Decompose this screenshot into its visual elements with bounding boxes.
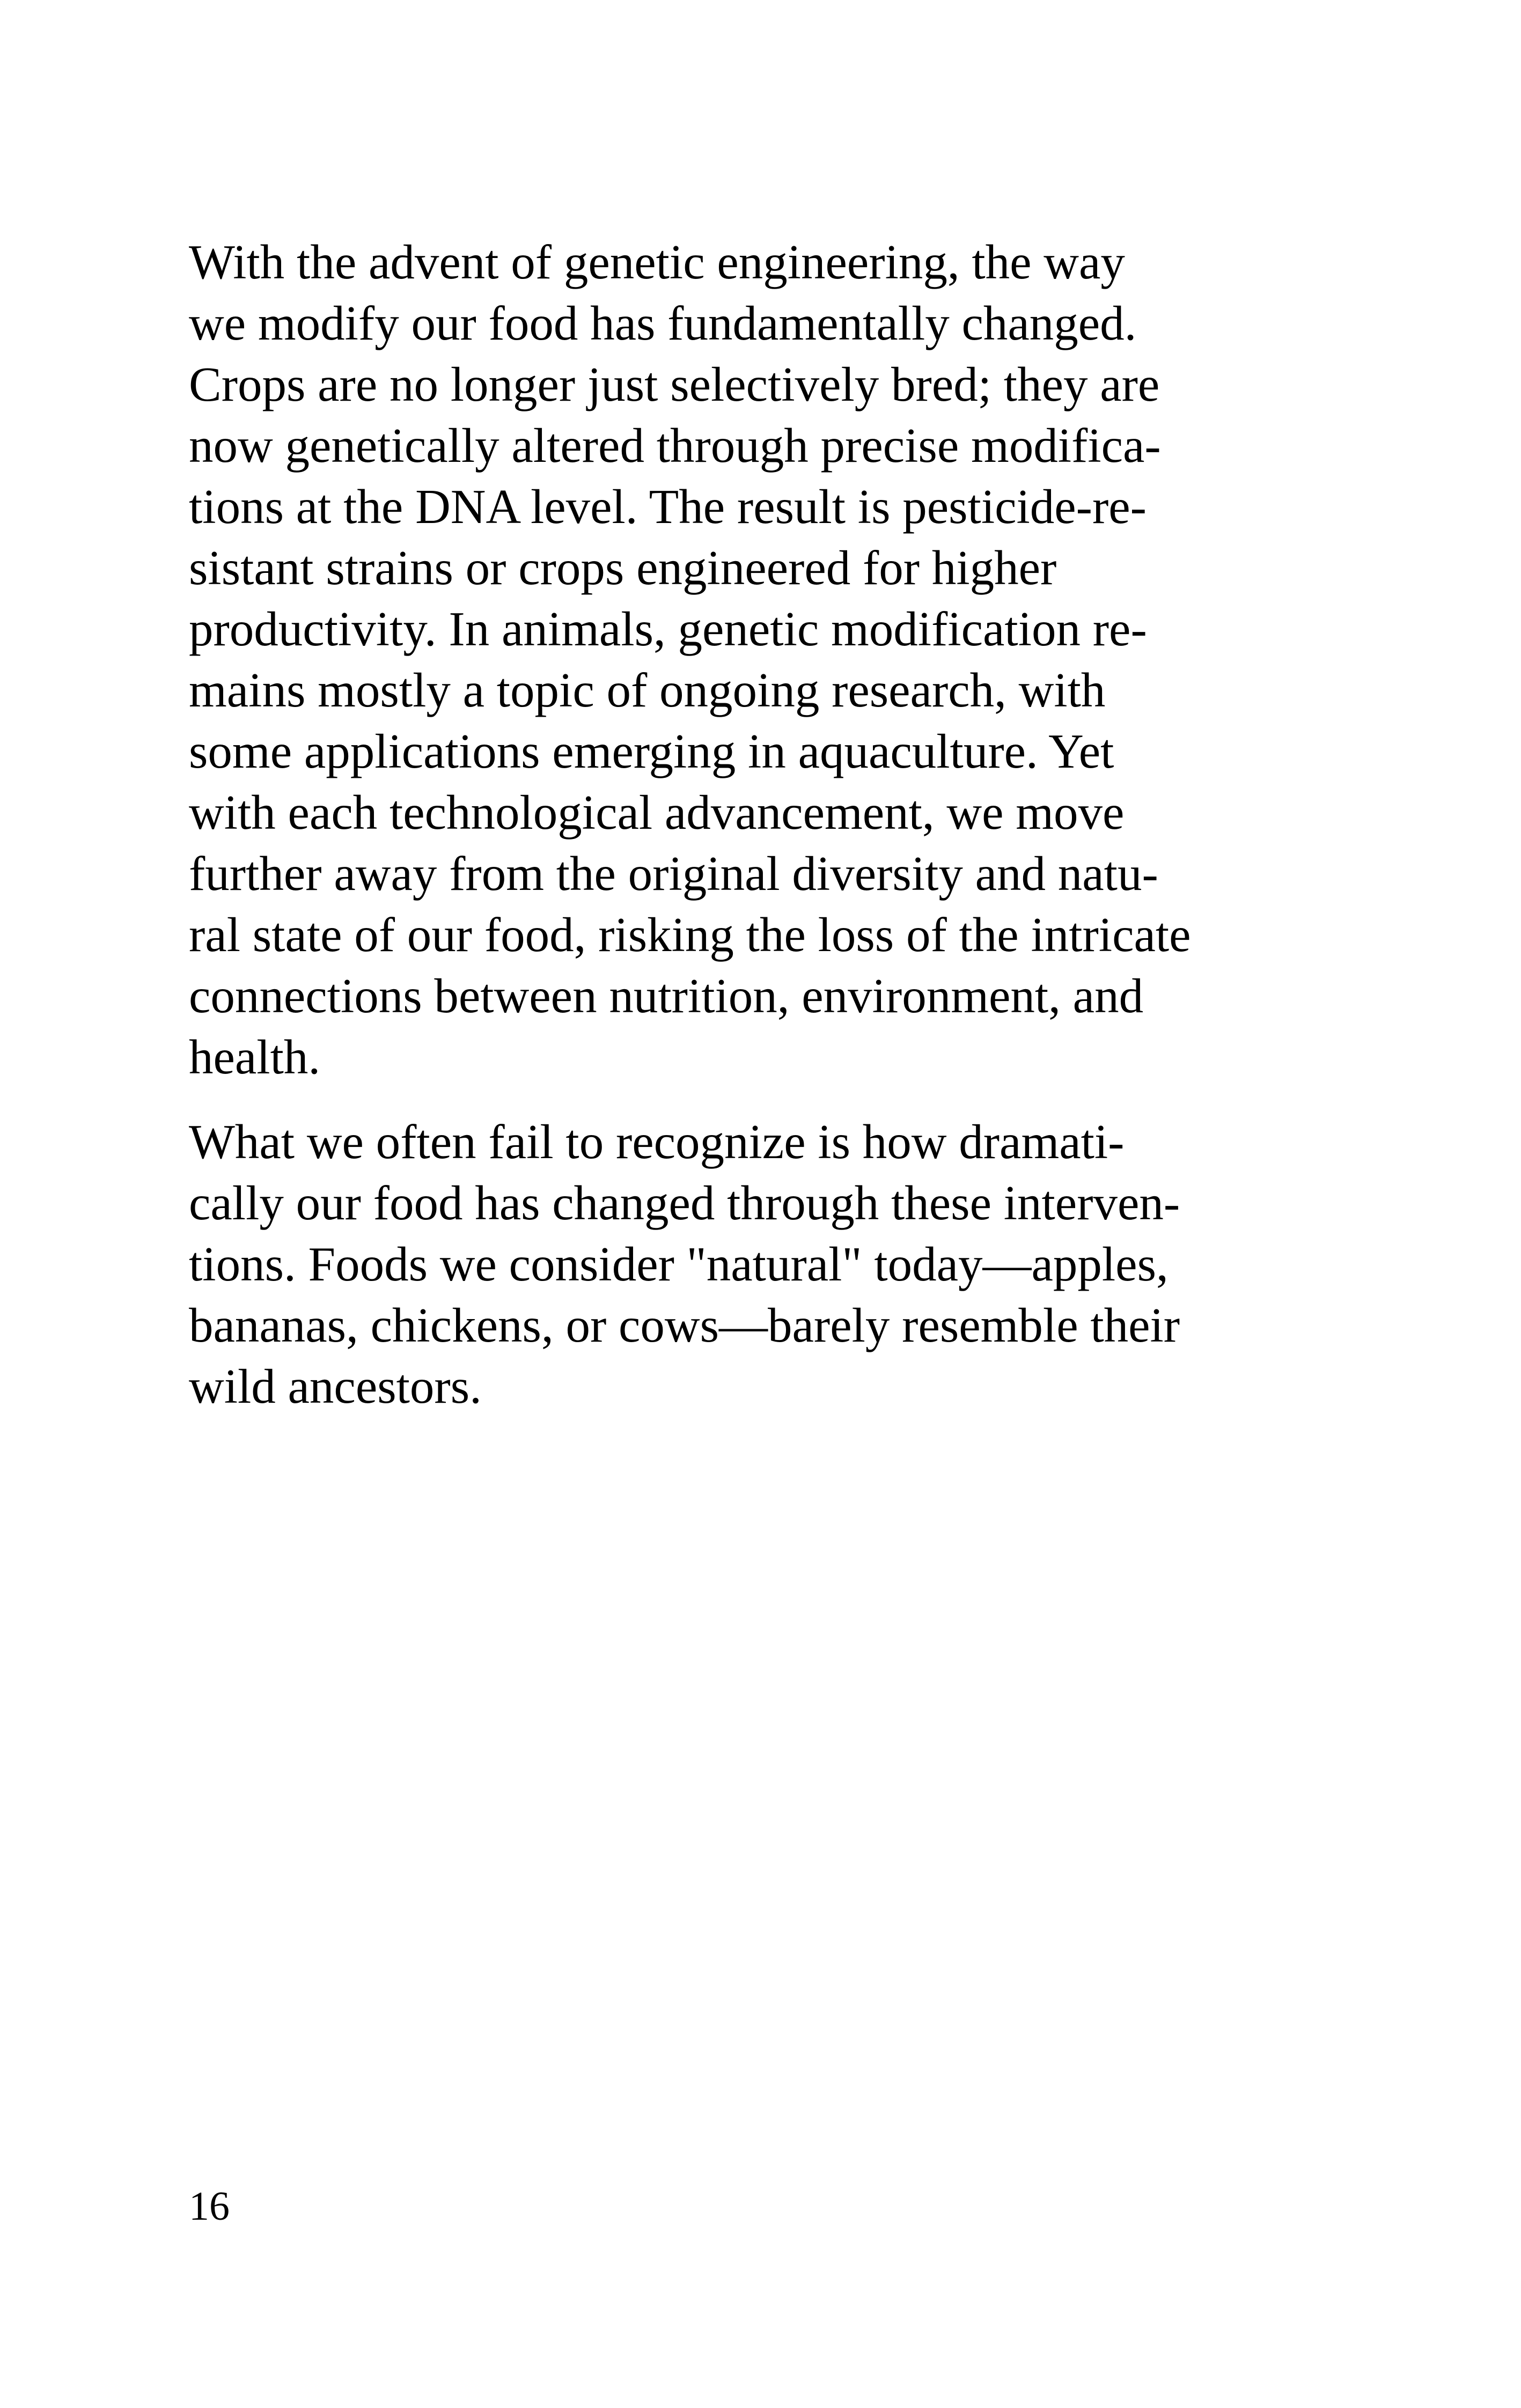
text-line: tions at the DNA level. The result is pesticide-re- (189, 480, 1147, 534)
text-line: we modify our food has fundamentally changed. (189, 296, 1137, 350)
text-line: With the advent of genetic engineering, the way (189, 235, 1125, 289)
text-line: sistant strains or crops engineered for higher (189, 541, 1057, 595)
text-line: tions. Foods we consider "natural" today—apples, (189, 1237, 1169, 1291)
text-line: with each technological advancement, we move (189, 785, 1125, 840)
text-line: cally our food has changed through these interven- (189, 1176, 1180, 1230)
text-line: further away from the original diversity and natu- (189, 846, 1158, 901)
paragraph-2 (189, 1111, 1316, 1417)
text-line: Crops are no longer just selectively bred; they are (189, 357, 1160, 411)
paragraph-spacing (189, 1088, 1316, 1111)
text-line: What we often fail to recognize is how dramati- (189, 1115, 1125, 1169)
text-line: mains mostly a topic of ongoing research, with (189, 663, 1106, 717)
page-number: 16 (189, 2184, 230, 2229)
text-line: bananas, chickens, or cows—barely resemble their (189, 1298, 1180, 1352)
text-line: health. (189, 1030, 321, 1084)
paragraph-1 (189, 232, 1316, 1088)
text-line: productivity. In animals, genetic modification re- (189, 602, 1147, 656)
text-line: ral state of our food, risking the loss of the intricate (189, 908, 1191, 962)
text-line: some applications emerging in aquaculture. Yet (189, 724, 1114, 778)
text-line: connections between nutrition, environment, and (189, 969, 1144, 1023)
text-line: wild ancestors. (189, 1359, 482, 1413)
body-text (189, 232, 1316, 1417)
text-line: now genetically altered through precise modifica- (189, 418, 1161, 473)
